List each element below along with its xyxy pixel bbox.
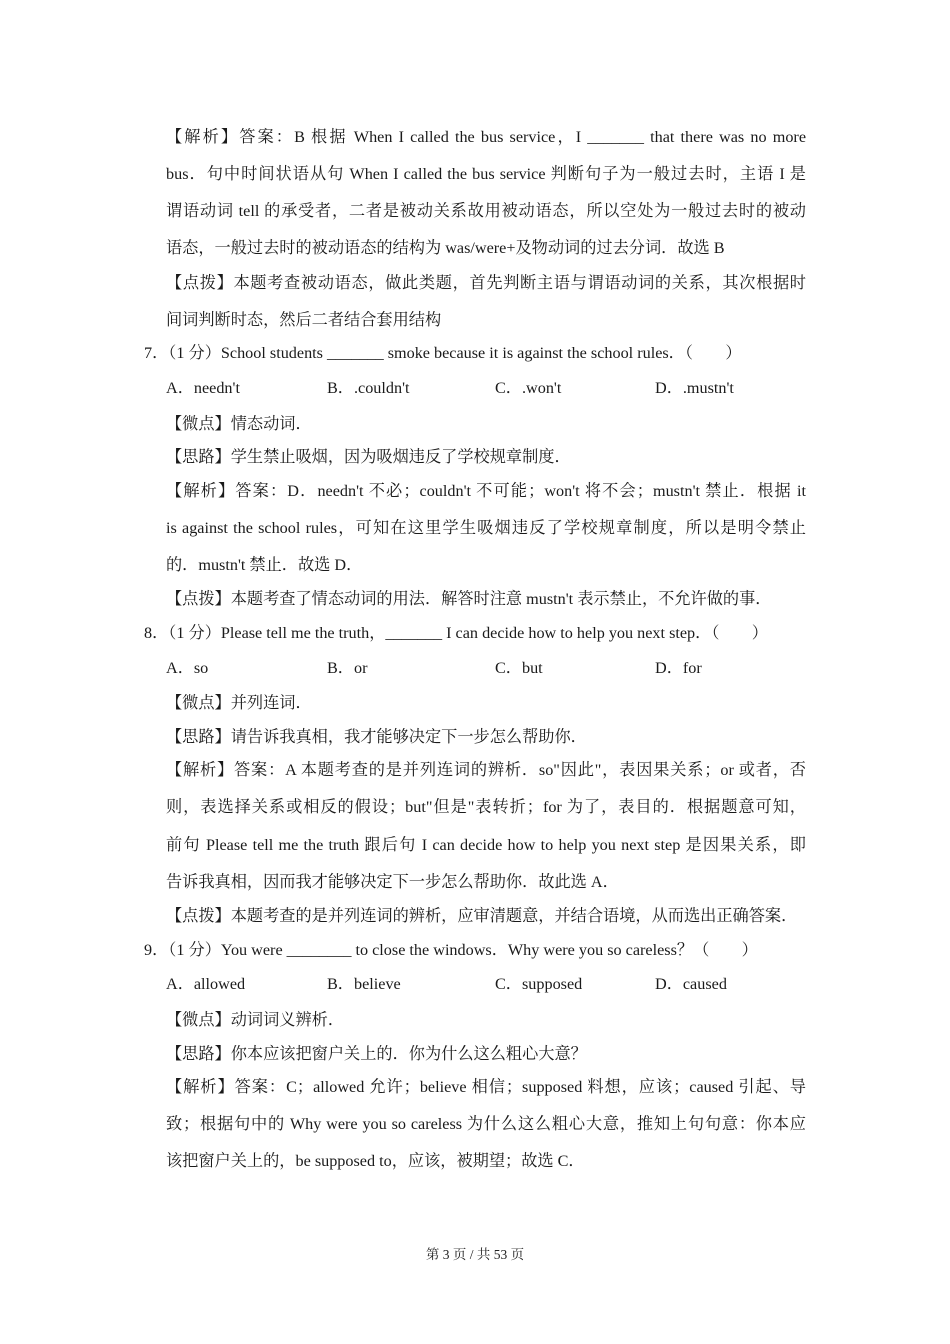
q9-point: 【微点】动词词义辨析． <box>166 1011 345 1029</box>
q7-option-c: C．.won't <box>495 379 562 397</box>
q8-option-a: A．so <box>166 659 209 677</box>
q9-analysis-line-2: 致；根据句中的 Why were you so careless 为什么这么粗心大意，推知上句句意：你本应 <box>166 1115 806 1133</box>
q9-analysis-line-1: 【解析】答案：C；allowed 允许；believe 相信；supposed 料想，应该；caused 引起、导 <box>166 1078 806 1096</box>
page-number-footer: 第 3 页 / 共 53 页 <box>425 1247 525 1262</box>
q7-point: 【微点】情态动词． <box>166 415 312 433</box>
q7-option-d: D．.mustn't <box>655 379 734 397</box>
q8-analysis-line-1: 【解析】答案：A 本题考查的是并列连词的辨析．so"因此"，表因果关系；or 或者，否 <box>166 761 806 779</box>
q6-tip-line-1: 【点拨】本题考查被动语态，做此类题，首先判断主语与谓语动词的关系，其次根据时 <box>166 274 806 292</box>
q8-analysis-line-3: 前句 Please tell me the truth 跟后句 I can decide how to help you next step 是因果关系，即 <box>166 836 806 854</box>
q8-option-d: D．for <box>655 659 702 677</box>
q8-option-c: C．but <box>495 659 543 677</box>
q9-analysis-line-3: 该把窗户关上的，be supposed to，应该，被期望；故选 C． <box>166 1152 585 1170</box>
q8-thought: 【思路】请告诉我真相，我才能够决定下一步怎么帮助你． <box>166 728 587 746</box>
q9-thought: 【思路】你本应该把窗户关上的．你为什么这么粗心大意？ <box>166 1045 587 1063</box>
q7-analysis-line-2: is against the school rules，可知在这里学生吸烟违反了学校规章制度，所以是明令禁止 <box>166 519 806 537</box>
q6-analysis-line-4: 语态，一般过去时的被动语态的结构为 was/were+及物动词的过去分词．故选 B <box>166 239 725 257</box>
q7-option-a: A．needn't <box>166 379 240 397</box>
q7-option-b: B．.couldn't <box>327 379 410 397</box>
q9-option-c: C．supposed <box>495 975 583 993</box>
q9-option-a: A．allowed <box>166 975 246 993</box>
q7-thought: 【思路】学生禁止吸烟，因为吸烟违反了学校规章制度． <box>166 448 571 466</box>
question-9: 9．（1 分）You were ________ to close the windows．Why were you so careless？（ ） <box>144 941 758 959</box>
q9-option-d: D．caused <box>655 975 727 993</box>
q6-tip-line-2: 间词判断时态，然后二者结合套用结构 <box>166 311 442 329</box>
q7-tip: 【点拨】本题考查了情态动词的用法．解答时注意 mustn't 表示禁止，不允许做的事． <box>166 590 772 608</box>
q8-analysis-line-4: 告诉我真相，因而我才能够决定下一步怎么帮助你．故此选 A． <box>166 873 619 891</box>
q6-analysis-line-1: 【解析】答案：B 根据 When I called the bus service，I _______ that there was no more <box>166 128 806 146</box>
q6-analysis-line-2: bus．句中时间状语从句 When I called the bus service 判断句子为一般过去时，主语 I 是 <box>166 165 806 183</box>
question-7: 7．（1 分）School students _______ smoke because it is against the school rules．（ ） <box>144 344 742 362</box>
q8-tip: 【点拨】本题考查的是并列连词的辨析，应审清题意，并结合语境，从而选出正确答案． <box>166 907 798 925</box>
q8-analysis-line-2: 则，表选择关系或相反的假设；but"但是"表转折；for 为了，表目的．根据题意可知， <box>166 798 806 816</box>
q8-option-b: B．or <box>327 659 368 677</box>
q8-point: 【微点】并列连词． <box>166 694 312 712</box>
q7-analysis-line-3: 的．mustn't 禁止．故选 D． <box>166 556 363 574</box>
q7-analysis-line-1: 【解析】答案：D．needn't 不必；couldn't 不可能；won't 将不会；mustn't 禁止．根据 it <box>166 482 806 500</box>
question-8: 8．（1 分）Please tell me the truth，_______ I can decide how to help you next step．（ ） <box>144 624 768 642</box>
q6-analysis-line-3: 谓语动词 tell 的承受者，二者是被动关系故用被动语态，所以空处为一般过去时的被动 <box>166 202 806 220</box>
q9-option-b: B．believe <box>327 975 401 993</box>
